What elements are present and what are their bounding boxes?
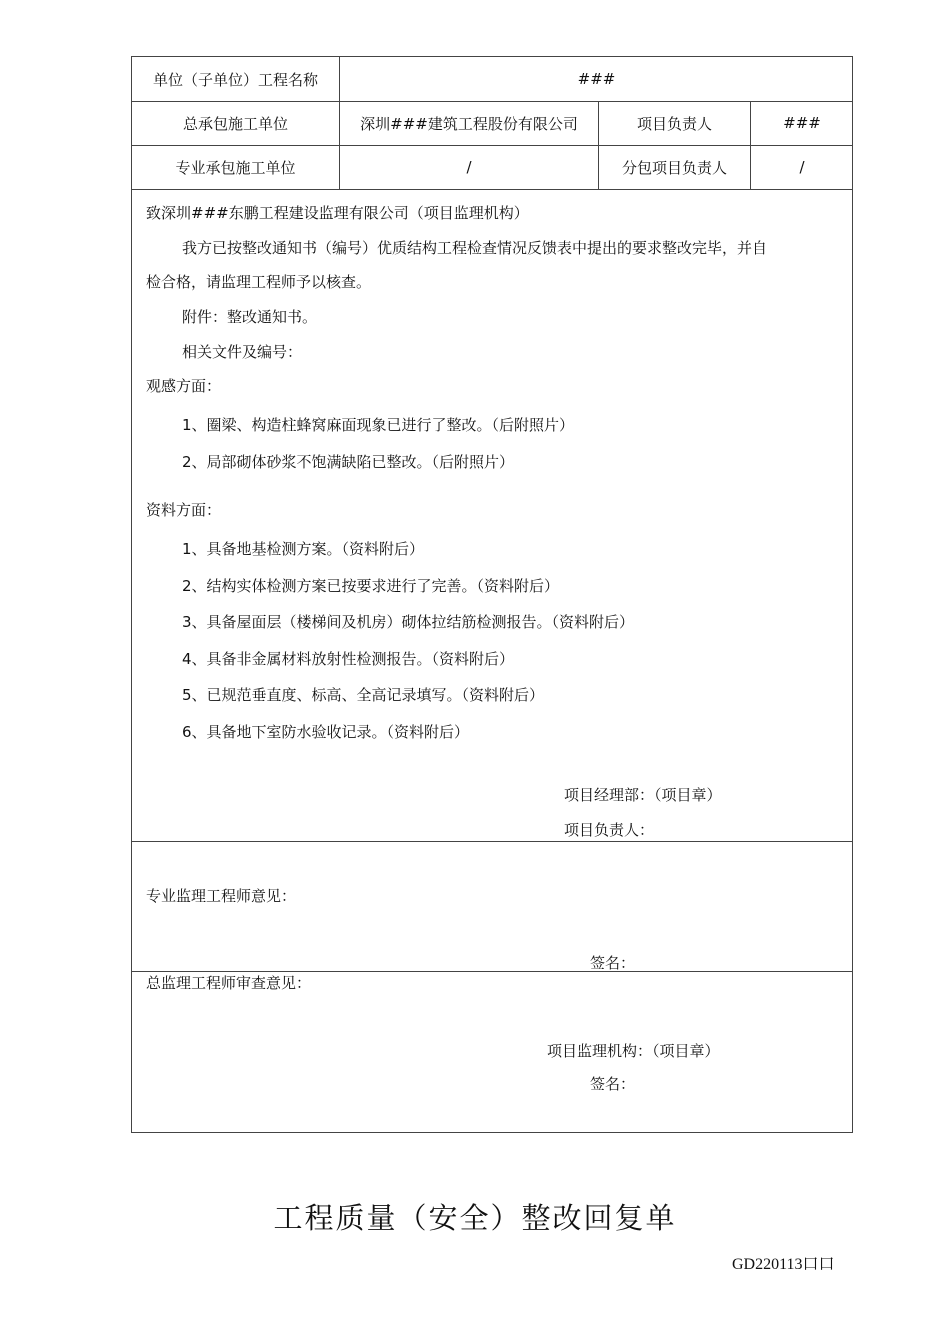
specialty-contractor-value: / [466,158,472,176]
materials-item: 2、结构实体检测方案已按要求进行了完善。（资料附后） [182,577,560,595]
general-contractor-value: 深圳###建筑工程股份有限公司 [360,114,578,133]
appearance-heading: 观感方面： [146,377,222,395]
row-divider [132,189,852,190]
intro-line-1: 我方已按整改通知书（编号）优质结构工程检查情况反馈表中提出的要求整改完毕，并自 [182,239,768,257]
rectification-reply-form [131,56,853,1133]
materials-heading: 资料方面： [146,501,222,519]
materials-item: 5、已规范垂直度、标高、全高记录填写。（资料附后） [182,686,545,704]
related-docs-line: 相关文件及编号： [182,343,303,361]
responsible-person-signature: 项目负责人： [564,821,655,839]
row-divider [132,971,852,972]
chief-supervisor-opinion-label: 总监理工程师审查意见： [146,974,312,992]
intro-line-2: 检合格，请监理工程师予以核查。 [146,273,372,291]
general-contractor-label: 总承包施工单位 [182,114,288,133]
sub-manager-label: 分包项目负责人 [621,158,727,177]
materials-item: 4、具备非金属材料放射性检测报告。（资料附后） [182,650,515,668]
row-divider [132,841,852,842]
project-name-value: ### [577,70,616,88]
chief-supervisor-signature: 签名： [590,1075,636,1093]
materials-item: 6、具备地下室防水验收记录。（资料附后） [182,723,470,741]
supervision-org-stamp: 项目监理机构：（项目章） [547,1042,720,1060]
document-title: 工程质量（安全）整改回复单 [273,1201,677,1235]
specialty-supervisor-opinion-label: 专业监理工程师意见： [146,887,297,905]
project-name-label: 单位（子单位）工程名称 [152,70,318,89]
materials-item: 1、具备地基检测方案。（资料附后） [182,540,425,558]
specialty-supervisor-signature: 签名： [590,954,636,972]
appearance-item: 2、局部砌体砂浆不饱满缺陷已整改。（后附照片） [182,453,515,471]
addressee: 致深圳###东鹏工程建设监理有限公司（项目监理机构） [146,204,529,222]
project-manager-value: ### [783,114,821,132]
sub-manager-value: / [799,158,805,176]
project-manager-label: 项目负责人 [636,114,712,133]
materials-item: 3、具备屋面层（楼梯间及机房）砌体拉结筋检测报告。（资料附后） [182,613,635,631]
specialty-contractor-label: 专业承包施工单位 [175,158,296,177]
appearance-item: 1、圈梁、构造柱蜂窝麻面现象已进行了整改。（后附照片） [182,416,575,434]
document-code: GD220113口口 [732,1256,835,1273]
attachment-line: 附件：整改通知书。 [182,308,318,326]
project-dept-stamp: 项目经理部：（项目章） [564,786,722,804]
